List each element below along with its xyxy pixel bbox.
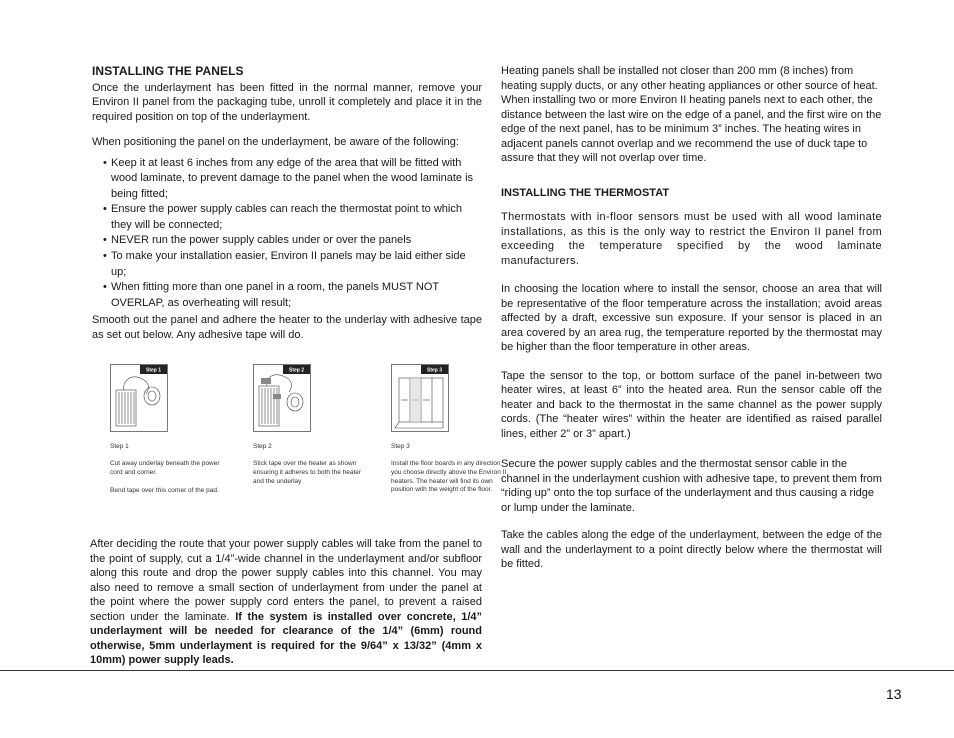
page-number: 13 xyxy=(886,686,902,702)
tape-paragraph: Tape the sensor to the top, or bottom surface of the panel in-between two heater wires, at least 6” into the heated area. Run the sensor cable off the heater and back to the thermostat in the same channel as the power supply cords. (The “heater wires” within the heater are identified as raised parallel lines, either 2” or 3” apart.) xyxy=(501,369,882,440)
positioning-paragraph: When positioning the panel on the underlayment, be aware of the following: xyxy=(92,136,459,148)
step-text: Cut away underlay beneath the power cord and corner. xyxy=(110,460,220,476)
step-text: Stick tape over the heater as shown ensuring it adheres to both the heater and the underlay xyxy=(253,460,362,485)
list-item: • When fitting more than one panel in a room, the panels MUST NOT OVERLAP, as overheating will result; xyxy=(104,280,482,311)
footer-divider xyxy=(0,670,954,671)
step-label: Step 3 xyxy=(391,443,410,450)
list-item: • To make your installation easier, Environ II panels may be laid either side up; xyxy=(104,249,482,280)
step-badge: Step 3 xyxy=(426,367,443,374)
step-2 xyxy=(253,364,373,486)
list-item: • Ensure the power supply cables can reach the thermostat point to which they will be connected; xyxy=(104,202,482,233)
section-heading-thermostat: INSTALLING THE THERMOSTAT xyxy=(501,186,670,199)
route-paragraph xyxy=(90,537,482,668)
step-3-diagram xyxy=(391,364,449,432)
right-column xyxy=(501,64,882,572)
secure-paragraph: Secure the power supply cables and the thermostat sensor cable in the channel in the underlayment cushion with adhesive tape, to prevent them from “riding up” onto the top surface of the underlayment and thus causing a ridge or lump under the laminate. xyxy=(501,458,882,514)
step-label: Step 2 xyxy=(253,443,272,450)
list-item: • Keep it at least 6 inches from any edge of the area that will be fitted with wood laminate, to prevent damage to the panel when the wood laminate is being fitted; xyxy=(104,156,482,203)
step-1 xyxy=(110,364,230,495)
step-text-extra: Bend tape over this corner of the pad. xyxy=(110,486,219,494)
cables-paragraph: Take the cables along the edge of the underlayment, between the edge of the wall and the underlayment to a point directly below where the thermostat will be fitted. xyxy=(501,529,882,570)
step-1-diagram xyxy=(110,364,168,432)
step-badge: Step 1 xyxy=(145,367,162,374)
step-badge: Step 2 xyxy=(288,367,305,374)
intro-paragraph: Once the underlayment has been fitted in the normal manner, remove your Environ II panel from the packaging tube, unroll it completely and place it in the required position on top of the underlayment. xyxy=(92,81,482,123)
step-text: Install the floor boards in any direction you choose directly above the Environ II heaters. The heater will find its own position with the weight of the floor. xyxy=(391,460,507,494)
route-section xyxy=(90,537,482,668)
location-paragraph: In choosing the location where to install the sensor, choose an area that will be representative of the floor temperature across the installation; avoid areas affected by a draft, excessive sun exposure. If your sensor is placed in an area covered by an area rug, the temperature reported by the thermostat may be higher than the floor temperature in other areas. xyxy=(501,283,882,353)
smooth-paragraph: Smooth out the panel and adhere the heater to the underlay with adhesive tape as set out below. Any adhesive tape will do. xyxy=(92,314,482,341)
thermostats-paragraph: Thermostats with in-floor sensors must be used with all wood laminate installations, as this is the only way to restrict the Environ II panel from exceeding the temperature specified by the wood laminate manufacturers. xyxy=(501,211,882,267)
positioning-list xyxy=(92,156,482,312)
route-bold-text: If the system is installed over concrete, 1/4” underlayment will be needed for clearance of the 1/4” (6mm) round otherwise, 5mm underlayment is required for the 9/64” x 13/32” (4mm x 10mm) power supply leads. xyxy=(90,610,482,666)
route-text: After deciding the route that your power supply cables will take from the panel to the point of supply, cut a 1/4”-wide channel in the underlayment and/or subfloor along this route and drop the power supply cables into this channel. You may also need to remove a small section of underlayment from under the panel at the point where the power supply cord enters the panel, to prevent a raised section under the laminate. xyxy=(90,538,482,623)
step-3 xyxy=(391,364,511,495)
step-2-diagram xyxy=(253,364,311,432)
heating-paragraph: Heating panels shall be installed not closer than 200 mm (8 inches) from heating supply ducts, or any other heating appliances or other source of heat. When installing two or more Environ II heating panels next to each other, the distance between the last wire on the edge of a panel, and the first wire on the edge of the next panel, has to be minimum 3” inches. The heating wires in adjacent panels cannot overlap and we recommend the use of duck tape to assure that they will not overlap over time. xyxy=(501,65,882,164)
step-label: Step 1 xyxy=(110,443,129,450)
left-column xyxy=(92,64,482,342)
section-heading-panels: INSTALLING THE PANELS xyxy=(92,64,244,78)
step-illustrations xyxy=(110,364,507,529)
list-item: • NEVER run the power supply cables under or over the panels xyxy=(104,233,482,249)
